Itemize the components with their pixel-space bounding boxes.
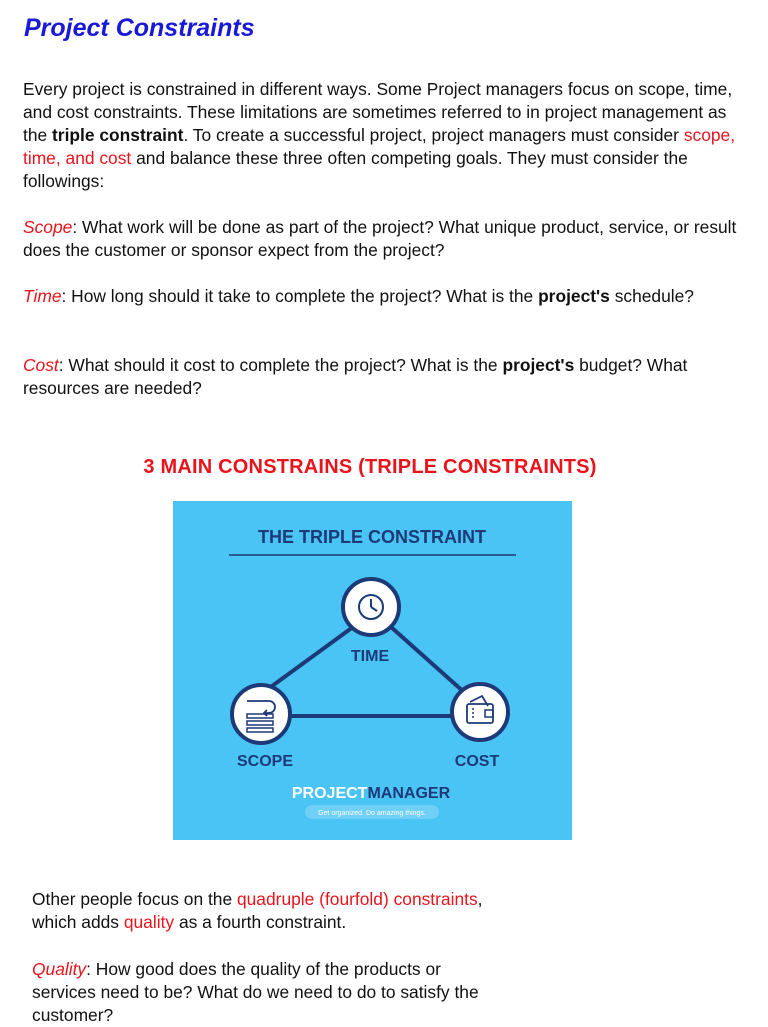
brand-manager: MANAGER [367, 785, 451, 802]
time-label: TIME [350, 648, 390, 665]
quadruple-text-3: as a fourth constraint. [174, 912, 347, 932]
brand-tagline: Get organized. Do amazing things. [318, 810, 426, 817]
cost-node [452, 684, 508, 740]
time-text-1: : How long should it take to complete the project? What is the [61, 286, 539, 306]
scope-term: Scope [23, 217, 73, 237]
page-title: Project Constraints [24, 14, 255, 42]
brand-logo [292, 785, 451, 802]
cost-text-1: : What should it cost to complete the project? What is the [58, 355, 503, 375]
triple-constraint-svg [173, 501, 572, 840]
triple-constraint-diagram [173, 501, 572, 840]
time-paragraph [23, 285, 748, 308]
scope-paragraph [23, 216, 748, 262]
quadruple-paragraph [32, 888, 502, 934]
time-text-2: schedule? [609, 286, 694, 306]
quality-term: Quality [32, 959, 87, 979]
quadruple-text-2: , which adds [32, 889, 483, 932]
scope-node [232, 685, 290, 743]
quadruple-constraints-term: quadruple (fourfold) constraints [236, 889, 478, 909]
section-heading: 3 MAIN CONSTRAINS (TRIPLE CONSTRAINTS) [143, 456, 597, 478]
cost-text-2: budget? What resources are needed? [23, 355, 688, 398]
intro-text-1: Every project is constrained in different ways. Some Project managers focus on scope, time, and cost constraints. These limitations are sometimes referred to in project management as the [23, 79, 733, 145]
brand-project: PROJECT [291, 785, 368, 802]
diagram-title: THE TRIPLE CONSTRAINT [258, 527, 486, 547]
scope-text: : What work will be done as part of the project? What unique product, service, or result does the customer or sponsor expect from the project? [23, 217, 737, 260]
time-node [343, 579, 399, 635]
intro-triple-constraint: triple constraint [52, 125, 184, 145]
intro-text-3: and balance these three often competing goals. They must consider the followings: [23, 148, 688, 191]
intro-scope-time-cost: scope, time, and cost [23, 125, 736, 168]
cost-paragraph [23, 354, 748, 400]
intro-paragraph [23, 78, 748, 193]
time-projects: project's [538, 286, 610, 306]
cost-label: COST [454, 753, 500, 770]
edge-time-cost [391, 627, 465, 693]
quadruple-text-1: Other people focus on the [32, 889, 237, 909]
quality-text: : How good does the quality of the products or services need to be? What do we need to do to satisfy the customer? [32, 959, 479, 1025]
time-term: Time [23, 286, 62, 306]
cost-projects: project's [502, 355, 575, 375]
quadruple-quality-term: quality [123, 912, 175, 932]
cost-term: Cost [23, 355, 59, 375]
quality-paragraph [32, 958, 502, 1027]
scope-label: SCOPE [236, 753, 294, 770]
intro-text-2: . To create a successful project, project managers must consider [183, 125, 684, 145]
